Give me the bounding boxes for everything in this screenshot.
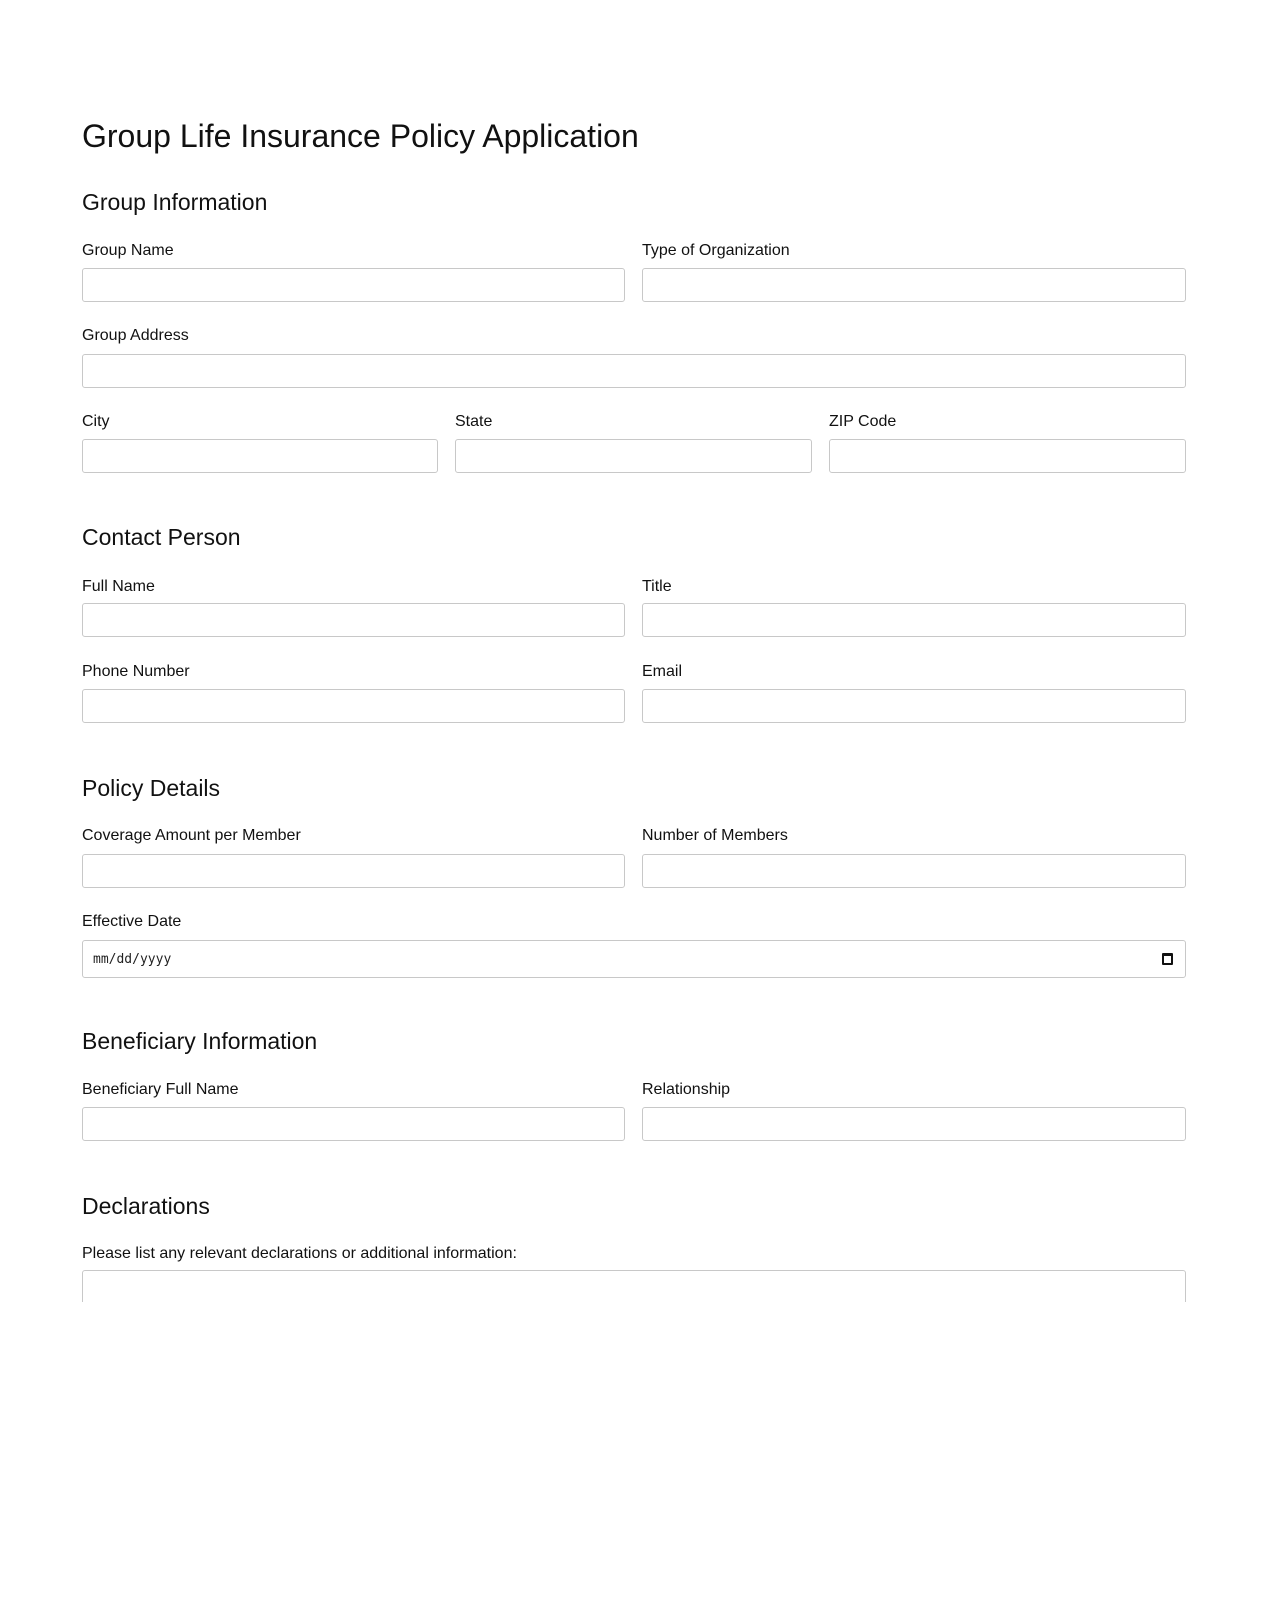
section-heading-contact-person: Contact Person	[82, 524, 241, 550]
state-input[interactable]	[455, 439, 812, 473]
declarations-textarea[interactable]	[82, 1270, 1186, 1302]
group-address-label: Group Address	[82, 327, 189, 344]
org-type-label: Type of Organization	[642, 242, 790, 259]
city-label: City	[82, 413, 110, 430]
calendar-icon[interactable]	[1162, 953, 1173, 965]
effective-date-label: Effective Date	[82, 913, 182, 930]
section-heading-beneficiary: Beneficiary Information	[82, 1028, 318, 1054]
group-address-input[interactable]	[82, 354, 1186, 388]
title-label: Title	[642, 578, 672, 595]
group-name-input[interactable]	[82, 268, 625, 302]
city-input[interactable]	[82, 439, 438, 473]
members-label: Number of Members	[642, 827, 788, 844]
declarations-label: Please list any relevant declarations or additional information:	[82, 1245, 517, 1262]
members-input[interactable]	[642, 854, 1186, 888]
group-name-label: Group Name	[82, 242, 174, 259]
page-title: Group Life Insurance Policy Application	[82, 118, 639, 154]
title-input[interactable]	[642, 603, 1186, 637]
beneficiary-name-input[interactable]	[82, 1107, 625, 1141]
org-type-input[interactable]	[642, 268, 1186, 302]
full-name-input[interactable]	[82, 603, 625, 637]
declarations-textarea-container	[82, 1270, 1186, 1302]
section-heading-declarations: Declarations	[82, 1193, 210, 1219]
coverage-label: Coverage Amount per Member	[82, 827, 301, 844]
effective-date-input[interactable]	[82, 940, 1186, 978]
phone-input[interactable]	[82, 689, 625, 723]
zip-input[interactable]	[829, 439, 1186, 473]
relationship-input[interactable]	[642, 1107, 1186, 1141]
full-name-label: Full Name	[82, 578, 155, 595]
relationship-label: Relationship	[642, 1081, 731, 1098]
email-label: Email	[642, 663, 683, 680]
zip-label: ZIP Code	[829, 413, 897, 430]
email-input[interactable]	[642, 689, 1186, 723]
state-label: State	[455, 413, 493, 430]
coverage-input[interactable]	[82, 854, 625, 888]
phone-label: Phone Number	[82, 663, 190, 680]
section-heading-group-information: Group Information	[82, 189, 268, 215]
date-placeholder: mm/dd/yyyy	[93, 951, 172, 967]
section-heading-policy-details: Policy Details	[82, 775, 221, 801]
beneficiary-name-label: Beneficiary Full Name	[82, 1081, 239, 1098]
